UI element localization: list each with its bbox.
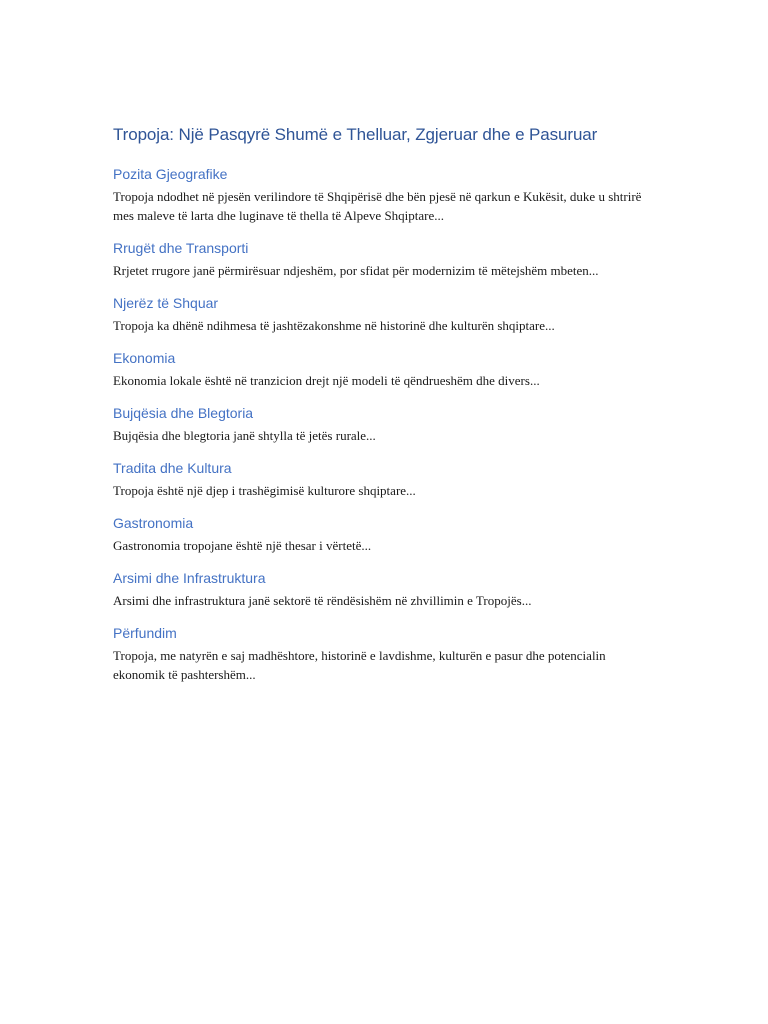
section-body: Tropoja, me natyrën e saj madhështore, historinë e lavdishme, kulturën e pasur dhe potencialin ekonomik të pashtershëm... bbox=[113, 648, 606, 682]
section-body: Gastronomia tropojane është një thesar i vërtetë... bbox=[113, 538, 372, 553]
section-ekonomia bbox=[113, 348, 653, 390]
section-perfundim bbox=[113, 623, 653, 684]
section-body: Tropoja ka dhënë ndihmesa të jashtëzakonshme në historinë dhe kulturën shqiptare... bbox=[113, 318, 555, 333]
section-heading: Bujqësia dhe Blegtoria bbox=[113, 405, 254, 421]
section-heading: Rrugët dhe Transporti bbox=[113, 240, 249, 256]
section-heading: Arsimi dhe Infrastruktura bbox=[113, 570, 266, 586]
section-rruget-dhe-transporti bbox=[113, 238, 653, 280]
section-arsimi-dhe-infrastruktura bbox=[113, 568, 653, 610]
section-body: Ekonomia lokale është në tranzicion drejt një modeli të qëndrueshëm dhe divers... bbox=[113, 373, 540, 388]
section-body: Bujqësia dhe blegtoria janë shtylla të jetës rurale... bbox=[113, 428, 376, 443]
section-heading: Pozita Gjeografike bbox=[113, 166, 228, 182]
section-njerez-te-shquar bbox=[113, 293, 653, 335]
section-heading: Ekonomia bbox=[113, 350, 176, 366]
section-body: Tropoja është një djep i trashëgimisë kulturore shqiptare... bbox=[113, 483, 416, 498]
section-heading: Tradita dhe Kultura bbox=[113, 460, 232, 476]
section-pozita-gjeografike bbox=[113, 164, 653, 225]
section-body: Tropoja ndodhet në pjesën verilindore të Shqipërisë dhe bën pjesë në qarkun e Kukësit, duke u shtrirë mes maleve të larta dhe luginave të thella të Alpeve Shqiptare... bbox=[113, 189, 642, 223]
section-bujqesia-dhe-blegtoria bbox=[113, 403, 653, 445]
section-body: Rrjetet rrugore janë përmirësuar ndjeshëm, por sfidat për modernizim të mëtejshëm mbeten... bbox=[113, 263, 599, 278]
document-title: Tropoja: Një Pasqyrë Shumë e Thelluar, Zgjeruar dhe e Pasuruar bbox=[113, 125, 598, 144]
section-heading: Përfundim bbox=[113, 625, 177, 641]
section-heading: Njerëz të Shquar bbox=[113, 295, 219, 311]
section-tradita-dhe-kultura bbox=[113, 458, 653, 500]
section-body: Arsimi dhe infrastruktura janë sektorë të rëndësishëm në zhvillimin e Tropojës... bbox=[113, 593, 532, 608]
document-page bbox=[113, 122, 653, 697]
section-gastronomia bbox=[113, 513, 653, 555]
section-heading: Gastronomia bbox=[113, 515, 194, 531]
